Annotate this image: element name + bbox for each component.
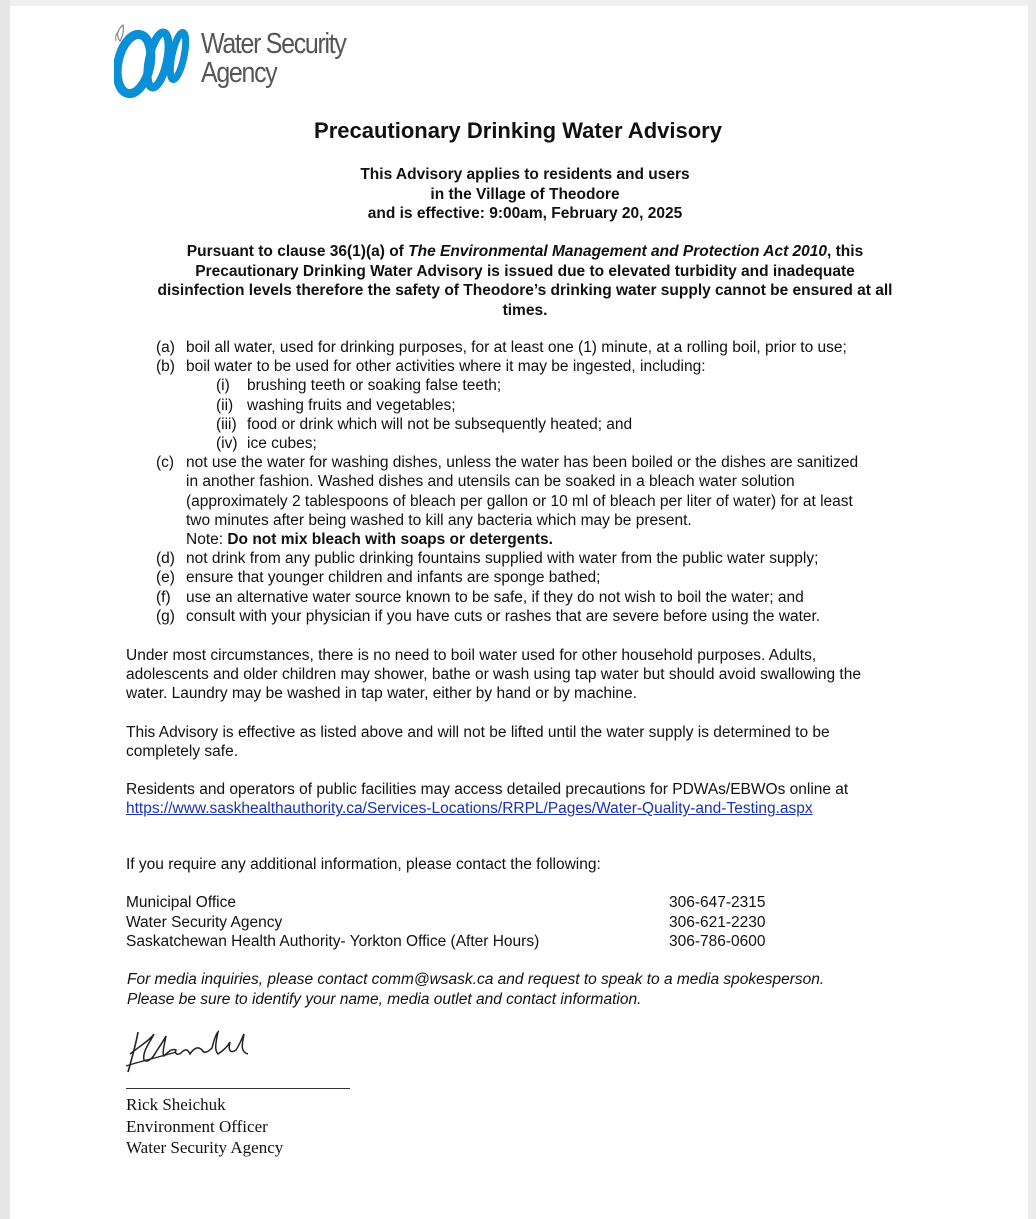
list-item-line: two minutes after being washed to kill any bacteria which may be present.: [186, 511, 692, 529]
page-top-edge: [0, 0, 1036, 6]
list-item-text: boil all water, used for drinking purposes, for at least one (1) minute, at a rolling boil, prior to use;: [186, 339, 847, 356]
applies-line: This Advisory applies to residents and users: [360, 166, 690, 183]
contact-name: Saskatchewan Health Authority- Yorkton Office (After Hours): [126, 933, 540, 950]
precaution-list: [130, 338, 930, 626]
pursuant-prefix: Pursuant to clause 36(1)(a) of: [186, 243, 409, 260]
list-item: [130, 588, 930, 607]
list-item-label: (f): [156, 588, 171, 606]
list-item-label: (d): [156, 550, 175, 568]
water-drops-logo-icon: [114, 24, 198, 100]
list-item: [130, 607, 930, 626]
pursuant-statement: [120, 242, 930, 320]
sub-list-item-label: (iv): [216, 434, 238, 452]
pursuant-line: disinfection levels therefore the safety of Theodore’s drinking water supply cannot be ensured at all: [157, 282, 893, 299]
sub-list-item-text: brushing teeth or soaking false teeth;: [247, 377, 502, 395]
paragraph-line: Residents and operators of public facilities may access detailed precautions for PDWAs/EBWOs online at: [126, 781, 849, 798]
sha-water-quality-link[interactable]: https://www.saskhealthauthority.ca/Services-Locations/RRPL/Pages/Water-Quality-and-Testing.aspx: [126, 800, 813, 818]
sub-list-item-label: (ii): [216, 396, 234, 414]
list-item-text: boil water to be used for other activities where it may be ingested, including:: [186, 358, 706, 376]
paragraph-line: adolescents and older children may shower, bathe or wash using tap water but should avoid swallowing the: [126, 666, 861, 684]
list-item: [130, 453, 930, 549]
list-item-line: in another fashion. Washed dishes and utensils can be soaked in a bleach water solution: [186, 473, 795, 491]
list-item-label: (c): [156, 454, 175, 472]
list-item: [130, 568, 930, 587]
paragraph-line: water. Laundry may be washed in tap water, either by hand or by machine.: [126, 685, 637, 703]
contact-name: Water Security Agency: [126, 913, 283, 931]
effective-date-line: and is effective: 9:00am, February 20, 2025: [367, 205, 683, 222]
note-prefix: Note:: [186, 530, 228, 548]
act-name: The Environmental Management and Protection Act 2010: [408, 243, 828, 260]
list-item-label: (a): [156, 339, 175, 356]
signature-line: [126, 1088, 350, 1089]
list-item: [130, 357, 930, 376]
logo-wordmark: [201, 30, 346, 87]
paragraph-line: Under most circumstances, there is no need to boil water used for other household purposes. Adults,: [126, 647, 817, 664]
list-item: [130, 338, 930, 357]
signer-name: Rick Sheichuk: [126, 1095, 226, 1114]
contact-phone: 306-621-2230: [669, 913, 766, 931]
pursuant-line: times.: [502, 301, 548, 319]
sub-list-item: [130, 415, 930, 434]
signer-block: [126, 1094, 283, 1159]
sub-list-item-label: (i): [216, 377, 230, 395]
list-item-text: not drink from any public drinking fountains supplied with water from the public water supply;: [186, 550, 819, 568]
paragraph-line: completely safe.: [126, 743, 238, 761]
sub-list-item-label: (iii): [216, 415, 237, 433]
handwritten-signature: [124, 1026, 254, 1078]
pursuant-line: Precautionary Drinking Water Advisory is issued due to elevated turbidity and inadequate: [195, 262, 855, 280]
contact-row: [126, 893, 806, 913]
bleach-note: [186, 530, 930, 549]
list-item-line: (approximately 2 tablespoons of bleach per gallon or 10 ml of bleach per liter of water) for at least: [186, 492, 853, 510]
contact-phone: 306-647-2315: [669, 894, 766, 911]
paragraph-line: This Advisory is effective as listed above and will not be lifted until the water supply is determined to be: [126, 724, 830, 741]
sub-list-item-text: washing fruits and vegetables;: [247, 396, 456, 414]
effective-paragraph: [126, 723, 926, 761]
sub-list-item: [130, 396, 930, 415]
signer-title: Environment Officer: [126, 1116, 268, 1136]
pursuant-line1-end: , this: [827, 243, 864, 260]
advisory-title: Precautionary Drinking Water Advisory: [314, 118, 722, 143]
media-line: Please be sure to identify your name, media outlet and contact information.: [127, 990, 642, 1008]
wheat-leaf-icon: [114, 24, 126, 42]
applies-statement: [0, 165, 1036, 224]
water-security-agency-logo: [114, 24, 374, 100]
contact-row: [126, 932, 806, 952]
contact-phone: 306-786-0600: [669, 933, 766, 950]
sub-list-item: [130, 434, 930, 453]
applies-line: in the Village of Theodore: [430, 185, 620, 203]
contact-row: [126, 913, 806, 933]
logo-line-1: Water Security: [201, 28, 346, 60]
contact-list: [126, 893, 806, 952]
list-item: [130, 549, 930, 568]
sub-list-item-text: food or drink which will not be subsequently heated; and: [247, 415, 633, 433]
media-line: For media inquiries, please contact comm@wsask.ca and request to speak to a media spokesperson.: [127, 971, 825, 988]
contact-intro: If you require any additional information, please contact the following:: [126, 856, 601, 873]
media-inquiries: [127, 970, 824, 1009]
logo-line-2: Agency: [201, 57, 277, 89]
sub-list-item: [130, 376, 930, 395]
list-item-text: consult with your physician if you have cuts or rashes that are severe before using the water.: [186, 607, 821, 625]
signer-organization: Water Security Agency: [126, 1138, 284, 1157]
household-use-paragraph: [126, 646, 926, 704]
note-warning: Do not mix bleach with soaps or detergents.: [227, 530, 553, 548]
contact-name: Municipal Office: [126, 894, 236, 911]
list-item-label: (g): [156, 607, 175, 625]
list-item-text: use an alternative water source known to be safe, if they do not wish to boil the water; and: [186, 588, 804, 606]
list-item-label: (e): [156, 569, 175, 587]
list-item-line: not use the water for washing dishes, unless the water has been boiled or the dishes are sanitized: [186, 454, 859, 472]
residents-paragraph: [126, 780, 926, 818]
sub-list-item-text: ice cubes;: [247, 434, 317, 452]
list-item-label: (b): [156, 358, 175, 376]
list-item-text: ensure that younger children and infants are sponge bathed;: [186, 569, 601, 587]
list-item-text: [186, 453, 930, 549]
